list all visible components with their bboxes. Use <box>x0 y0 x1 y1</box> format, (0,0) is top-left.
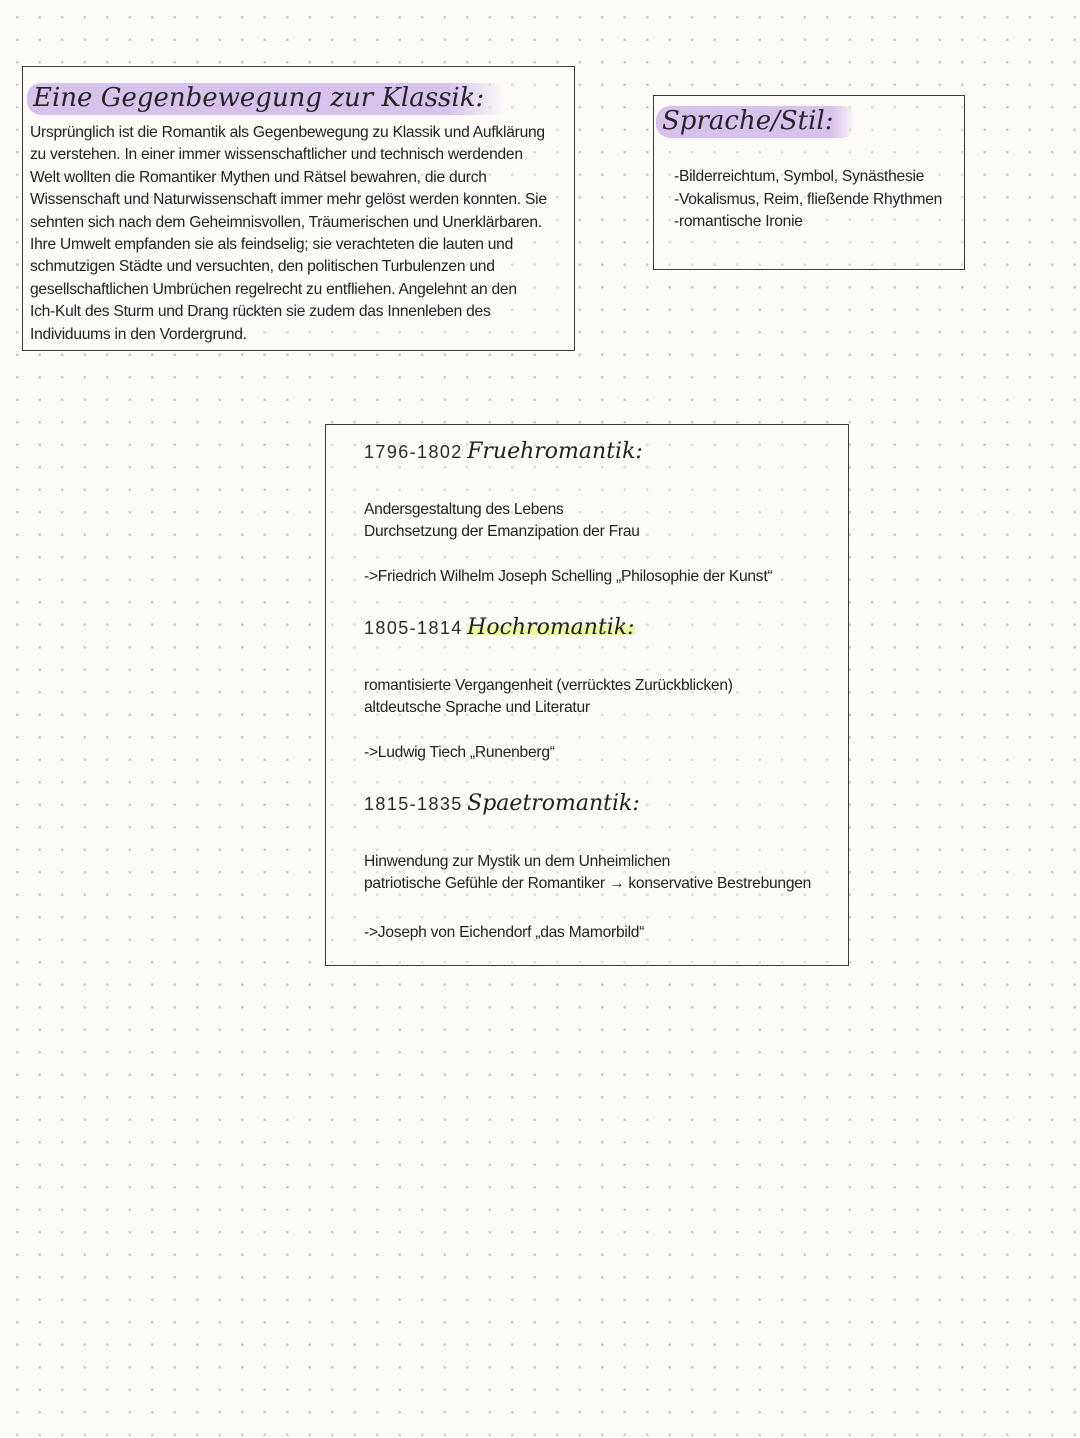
epoch-point: patriotische Gefühle der Romantiker → konservative Bestrebungen <box>364 875 812 893</box>
klassik-line: Wissenschaft und Naturwissenschaft immer mehr gelöst werden konnten. Sie <box>30 191 547 209</box>
epoch-name: Fruehromantik: <box>467 439 643 464</box>
epoch-example-frueh <box>364 566 772 588</box>
klassik-paragraph <box>30 122 568 346</box>
klassik-line: Ich-Kult des Sturm und Drang rückten sie zudem das Innenleben des <box>30 303 491 321</box>
epoch-years: 1805-1814 <box>364 618 463 638</box>
epoch-point: Durchsetzung der Emanzipation der Frau <box>364 523 640 541</box>
klassik-line: zu verstehen. In einer immer wissenschaftlicher und technisch werdenden <box>30 146 523 164</box>
epoch-points-hoch <box>364 675 733 720</box>
epoch-points-spaet <box>364 851 811 896</box>
epoch-years: 1796-1802 <box>364 442 463 462</box>
epoch-years: 1815-1835 <box>364 794 463 814</box>
sprache-box <box>653 95 965 270</box>
epoch-point: Hinwendung zur Mystik un dem Unheimlichen <box>364 853 671 870</box>
sprache-heading: Sprache/Stil: <box>656 106 856 138</box>
epoch-heading-frueh <box>364 439 643 464</box>
epoch-name: Hochromantik: <box>467 615 635 640</box>
epoch-point: altdeutsche Sprache und Literatur <box>364 699 590 717</box>
epoch-points-frueh <box>364 499 640 544</box>
epoch-point: romantisierte Vergangenheit (verrücktes Zurückblicken) <box>364 677 733 694</box>
klassik-heading: Eine Gegenbewegung zur Klassik: <box>27 83 506 115</box>
epoch-example: ->Joseph von Eichendorf „das Mamorbild“ <box>364 924 645 941</box>
sprache-item: -Vokalismus, Reim, fließende Rhythmen <box>674 190 943 208</box>
klassik-line: Individuums in den Vordergrund. <box>30 325 247 343</box>
epoch-example-hoch <box>364 742 555 764</box>
epoch-name: Spaetromantik: <box>467 791 640 816</box>
sprache-item: -Bilderreichtum, Symbol, Synästhesie <box>674 168 925 185</box>
epochen-box <box>325 424 849 966</box>
epoch-example: ->Ludwig Tiech „Runenberg“ <box>364 744 555 761</box>
epoch-example: ->Friedrich Wilhelm Joseph Schelling „Philosophie der Kunst“ <box>364 568 773 585</box>
klassik-box <box>22 66 575 351</box>
klassik-line: sehnten sich nach dem Geheimnisvollen, Träumerischen und Unerklärbaren. <box>30 213 542 231</box>
epoch-heading-hoch <box>364 615 635 640</box>
sprache-list <box>674 166 942 234</box>
klassik-line: Welt wollten die Romantiker Mythen und Rätsel bewahren, die durch <box>30 168 487 186</box>
epoch-point: Andersgestaltung des Lebens <box>364 501 564 518</box>
klassik-line: Ursprünglich ist die Romantik als Gegenbewegung zu Klassik und Aufklärung <box>30 124 545 141</box>
klassik-line: Ihre Umwelt empfanden sie als feindselig; sie verachteten die lauten und <box>30 236 514 254</box>
epoch-heading-spaet <box>364 791 640 816</box>
epoch-example-spaet <box>364 922 644 944</box>
sprache-item: -romantische Ironie <box>674 213 803 231</box>
klassik-line: schmutzigen Städte und versuchten, den politischen Turbulenzen und <box>30 258 495 276</box>
klassik-line: gesellschaftlichen Umbrüchen regelrecht zu entfliehen. Angelehnt an den <box>30 280 517 298</box>
